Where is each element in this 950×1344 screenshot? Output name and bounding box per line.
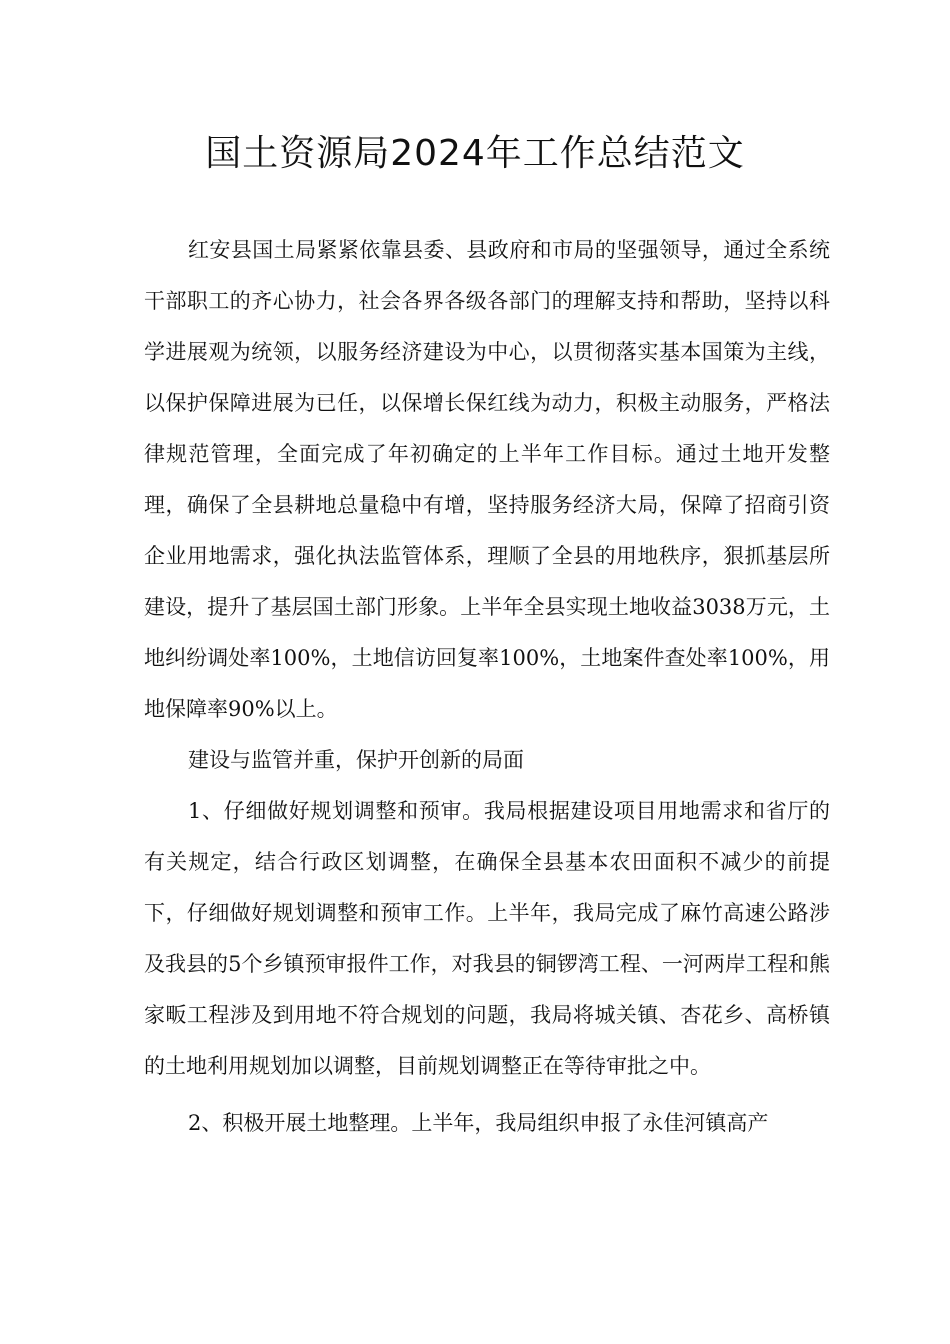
section-heading: 建设与监管并重，保护开创新的局面	[188, 748, 524, 772]
document-title: 国土资源局2024年工作总结范文	[205, 133, 745, 174]
paragraph-intro: 红安县国土局紧紧依靠县委、县政府和市局的坚强领导，通过全系统干部职工的齐心协力，社会各界各级各部门的理解支持和帮助，坚持以科学进展观为统领，以服务经济建设为中心，以贯彻落实基本国策为主线，以保护保障进展为已任，以保增长保红线为动力，积极主动服务，严格法律规范管理，全面完成了年初确定的上半年工作目标。通过土地开发整理，确保了全县耕地总量稳中有增，坚持服务经济大局，保障了招商引资企业用地需求，强化执法监管体系，理顺了全县的用地秩序，狠抓基层所建设，提升了基层国土部门形象。上半年全县实现土地收益3038万元，土地纠纷调处率100%，土地信访回复率100%，土地案件查处率100%，用地保障率90%以上。	[144, 238, 830, 721]
paragraph-item-2: 2、积极开展土地整理。上半年，我局组织申报了永佳河镇高产	[188, 1111, 769, 1135]
paragraph-item-1: 1、仔细做好规划调整和预审。我局根据建设项目用地需求和省厅的有关规定，结合行政区划调整，在确保全县基本农田面积不减少的前提下，仔细做好规划调整和预审工作。上半年，我局完成了麻竹高速公路涉及我县的5个乡镇预审报件工作，对我县的铜锣湾工程、一河两岸工程和熊家畈工程涉及到用地不符合规划的问题，我局将城关镇、杏花乡、高桥镇的土地利用规划加以调整，目前规划调整正在等待审批之中。	[144, 799, 830, 1078]
document-body	[144, 225, 830, 1149]
